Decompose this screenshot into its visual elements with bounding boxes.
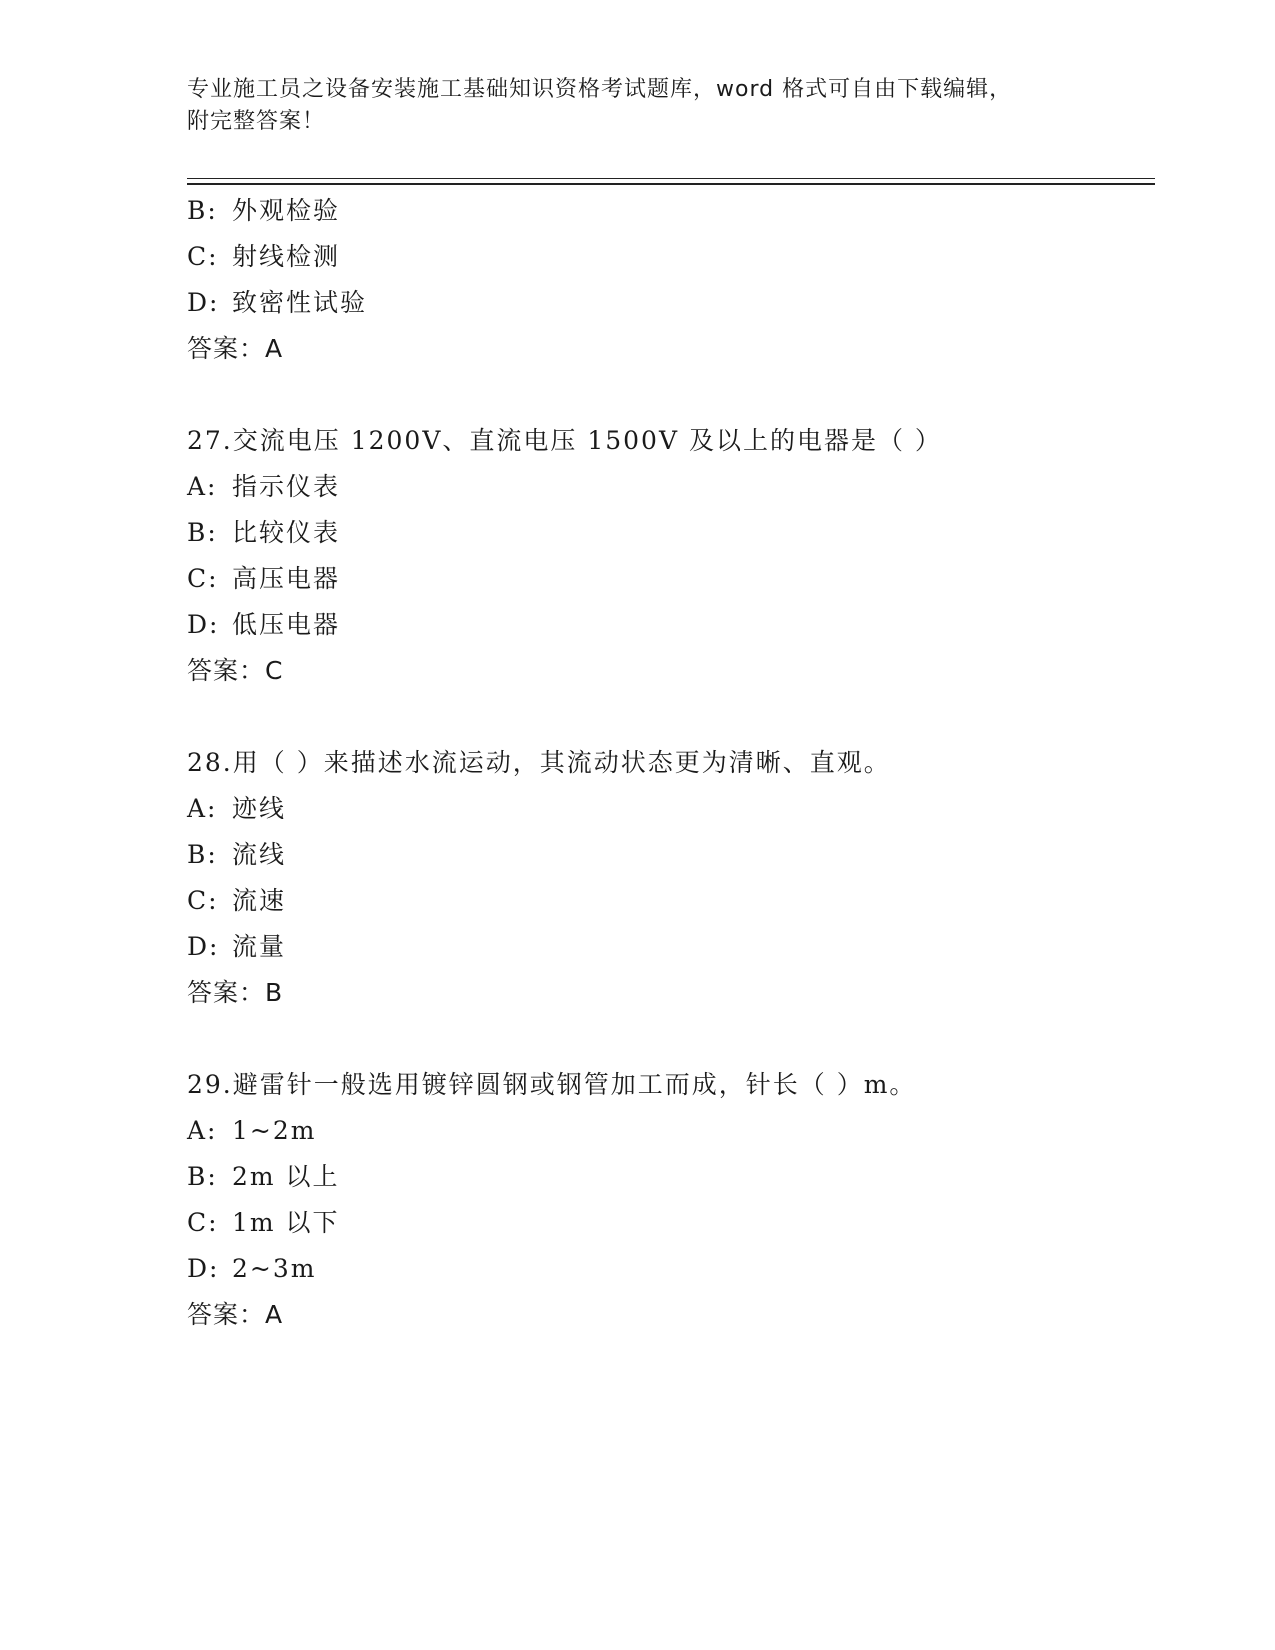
option-text: 1~2m bbox=[232, 1116, 317, 1145]
option-text: 致密性试验 bbox=[232, 288, 368, 317]
option-letter: C: bbox=[187, 564, 219, 593]
answer-line: 答案：B bbox=[187, 978, 284, 1007]
option-text: 1m 以下 bbox=[232, 1208, 340, 1237]
header-line-1: 专业施工员之设备安装施工基础知识资格考试题库，word 格式可自由下载编辑， bbox=[187, 77, 1013, 102]
option-b bbox=[187, 510, 1155, 556]
option-letter: A: bbox=[187, 1116, 218, 1145]
option-d bbox=[187, 280, 1155, 326]
option-text: 射线检测 bbox=[232, 242, 341, 271]
option-text: 迹线 bbox=[232, 794, 287, 823]
option-b bbox=[187, 832, 1155, 878]
spacer bbox=[187, 1016, 1155, 1062]
option-letter: C: bbox=[187, 886, 219, 915]
question-stem: 27.交流电压 1200V、直流电压 1500V 及以上的电器是（ ） bbox=[187, 426, 942, 455]
question-block-27 bbox=[187, 418, 1155, 694]
question-block-28 bbox=[187, 740, 1155, 1016]
document-header bbox=[187, 74, 1087, 138]
header-rule-thick bbox=[187, 183, 1155, 185]
question-block-29 bbox=[187, 1062, 1155, 1338]
option-letter: B: bbox=[187, 1162, 218, 1191]
option-letter: B: bbox=[187, 518, 218, 547]
option-text: 流量 bbox=[232, 932, 287, 961]
option-c bbox=[187, 556, 1155, 602]
question-block-26 bbox=[187, 188, 1155, 372]
option-letter: A: bbox=[187, 794, 218, 823]
option-a bbox=[187, 1108, 1155, 1154]
spacer bbox=[187, 694, 1155, 740]
option-text: 外观检验 bbox=[232, 196, 341, 225]
header-rule-thin bbox=[187, 178, 1155, 179]
option-d bbox=[187, 924, 1155, 970]
option-a bbox=[187, 464, 1155, 510]
option-d bbox=[187, 1246, 1155, 1292]
question-stem: 28.用（ ）来描述水流运动，其流动状态更为清晰、直观。 bbox=[187, 748, 891, 777]
option-letter: D: bbox=[187, 610, 220, 639]
option-c bbox=[187, 1200, 1155, 1246]
header-line-2: 附完整答案！ bbox=[187, 109, 326, 134]
option-text: 2~3m bbox=[232, 1254, 317, 1283]
option-a bbox=[187, 786, 1155, 832]
option-c bbox=[187, 234, 1155, 280]
option-c bbox=[187, 878, 1155, 924]
option-letter: B: bbox=[187, 196, 218, 225]
question-stem: 29.避雷针一般选用镀锌圆钢或钢管加工而成，针长（ ）m。 bbox=[187, 1070, 917, 1099]
option-text: 流线 bbox=[232, 840, 287, 869]
option-text: 低压电器 bbox=[232, 610, 341, 639]
option-letter: D: bbox=[187, 288, 220, 317]
option-d bbox=[187, 602, 1155, 648]
option-letter: A: bbox=[187, 472, 218, 501]
answer-line: 答案：C bbox=[187, 656, 284, 685]
option-letter: D: bbox=[187, 932, 220, 961]
option-letter: B: bbox=[187, 840, 218, 869]
option-text: 2m 以上 bbox=[232, 1162, 340, 1191]
answer-line: 答案：A bbox=[187, 1300, 284, 1329]
question-list bbox=[187, 188, 1155, 1338]
answer-line: 答案：A bbox=[187, 334, 284, 363]
option-b bbox=[187, 1154, 1155, 1200]
option-letter: D: bbox=[187, 1254, 220, 1283]
option-text: 比较仪表 bbox=[232, 518, 341, 547]
option-b bbox=[187, 188, 1155, 234]
option-text: 指示仪表 bbox=[232, 472, 341, 501]
spacer bbox=[187, 372, 1155, 418]
option-letter: C: bbox=[187, 242, 219, 271]
option-letter: C: bbox=[187, 1208, 219, 1237]
option-text: 流速 bbox=[232, 886, 287, 915]
option-text: 高压电器 bbox=[232, 564, 341, 593]
